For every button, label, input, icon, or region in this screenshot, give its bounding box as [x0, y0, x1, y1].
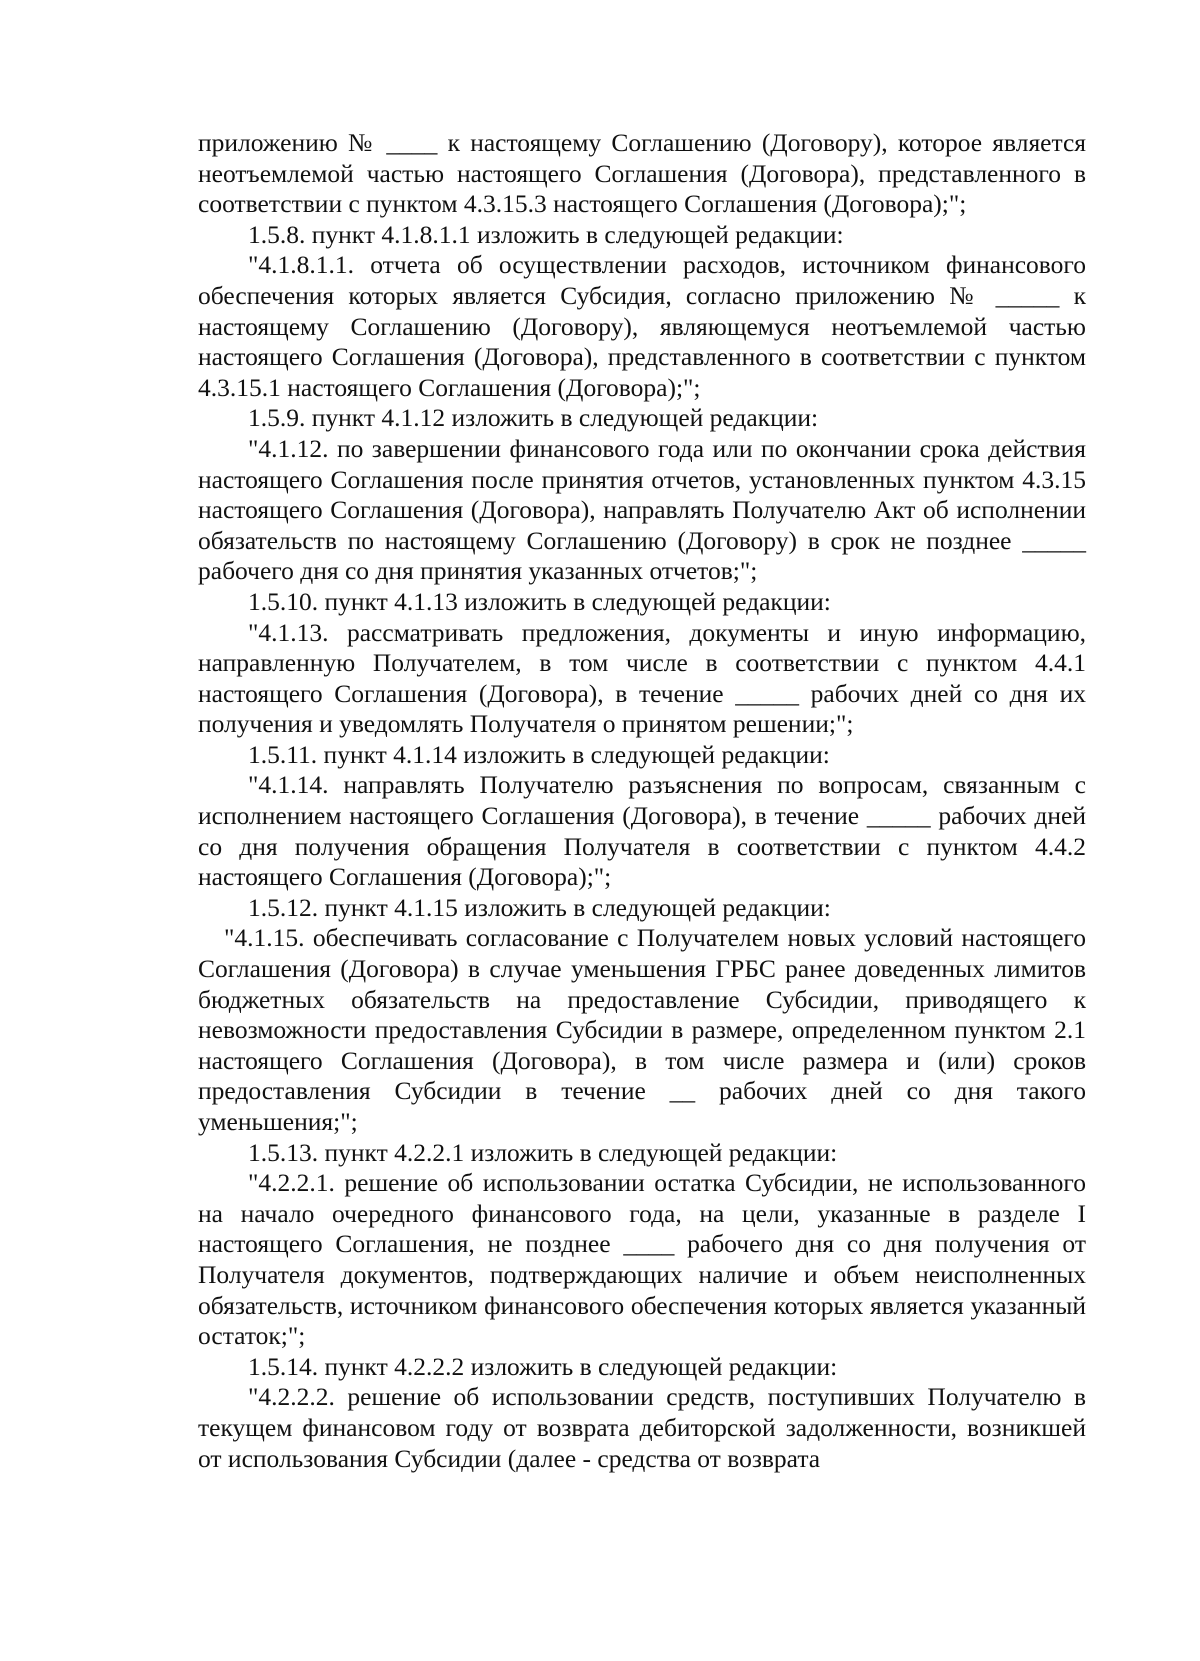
paragraph-item-1-5-13: 1.5.13. пункт 4.2.2.1 изложить в следующей редакции:	[248, 1137, 838, 1167]
paragraph-item-1-5-14: 1.5.14. пункт 4.2.2.2 изложить в следующей редакции:	[248, 1351, 838, 1381]
paragraph-item-1-5-8: 1.5.8. пункт 4.1.8.1.1 изложить в следующей редакции:	[248, 219, 844, 249]
paragraph-item-1-5-11: 1.5.11. пункт 4.1.14 изложить в следующей редакции:	[248, 739, 830, 769]
paragraph-quote-4-1-12: "4.1.12. по завершении финансового года или по окончании срока действия настоящего Соглашения после принятия отчетов, установленных пунктом 4.3.15 настоящего Соглашения (Договора), направлять Получателю Акт об исполнении обязательств по настоящему Соглашению (Договору) в срок не позднее _____ рабочего дня со дня принятия указанных отчетов;";	[198, 433, 1086, 586]
paragraph-quote-4-1-13: "4.1.13. рассматривать предложения, документы и иную информацию, направленную Получателем, в том числе в соответствии с пунктом 4.4.1 настоящего Соглашения (Договора), в течение _____ рабочих дней со дня их получения и уведомлять Получателя о принятом решении;";	[198, 617, 1086, 739]
paragraph-quote-4-2-2-2: "4.2.2.2. решение об использовании средств, поступивших Получателю в текущем финансовом году от возврата дебиторской задолженности, возникшей от использования Субсидии (далее - средства от возврата	[198, 1382, 1086, 1473]
paragraph-quote-4-1-8-1-1: "4.1.8.1.1. отчета об осуществлении расходов, источником финансового обеспечения которых является Субсидия, согласно приложению № _____ к настоящему Соглашению (Договору), являющемуся неотъемлемой частью настоящего Соглашения (Договора), представленного в соответствии с пунктом 4.3.15.1 настоящего Соглашения (Договора);";	[198, 250, 1086, 402]
paragraph-item-1-5-9: 1.5.9. пункт 4.1.12 изложить в следующей редакции:	[248, 403, 819, 433]
paragraph-item-1-5-12: 1.5.12. пункт 4.1.15 изложить в следующей редакции:	[248, 892, 831, 922]
document-body	[198, 128, 1086, 1474]
paragraph-continuation: приложению № ____ к настоящему Соглашению (Договору), которое является неотъемлемой частью настоящего Соглашения (Договора), представленного в соответствии с пунктом 4.3.15.3 настоящего Соглашения (Договора);";	[198, 128, 1086, 219]
paragraph-item-1-5-10: 1.5.10. пункт 4.1.13 изложить в следующей редакции:	[248, 586, 831, 616]
paragraph-quote-4-1-14: "4.1.14. направлять Получателю разъяснения по вопросам, связанным с исполнением настоящего Соглашения (Договора), в течение _____ рабочих дней со дня получения обращения Получателя в соответствии с пунктом 4.4.2 настоящего Соглашения (Договора);";	[198, 770, 1086, 892]
paragraph-quote-4-2-2-1: "4.2.2.1. решение об использовании остатка Субсидии, не использованного на начало очередного финансового года, на цели, указанные в разделе I настоящего Соглашения, не позднее ____ рабочего дня со дня получения от Получателя документов, подтверждающих наличие и объем неисполненных обязательств, источником финансового обеспечения которых является указанный остаток;";	[198, 1168, 1086, 1351]
paragraph-quote-4-1-15: "4.1.15. обеспечивать согласование с Получателем новых условий настоящего Соглашения (Договора) в случае уменьшения ГРБС ранее доведенных лимитов бюджетных обязательств на предоставление Субсидии, приводящего к невозможности предоставления Субсидии в размере, определенном пунктом 2.1 настоящего Соглашения (Договора), в том числе размера и (или) сроков предоставления Субсидии в течение __ рабочих дней со дня такого уменьшения;";	[198, 923, 1086, 1136]
